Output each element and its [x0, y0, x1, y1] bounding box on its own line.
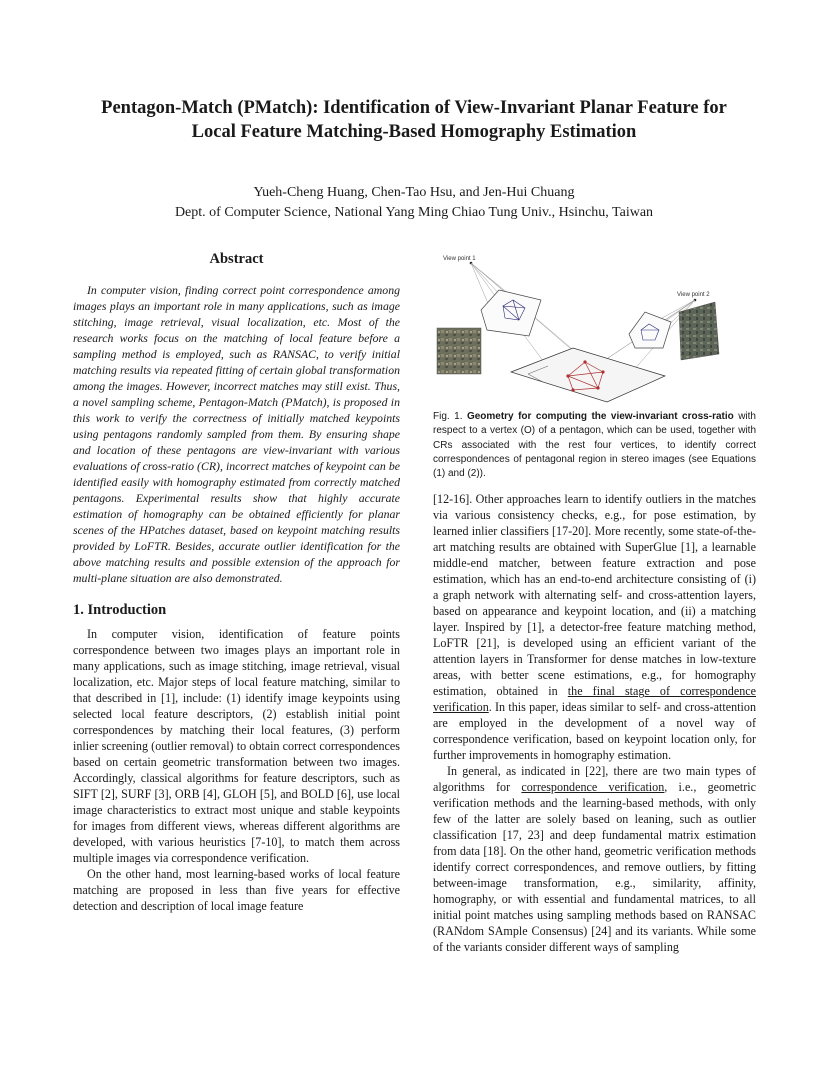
author-names: Yueh-Cheng Huang, Chen-Tao Hsu, and Jen-Hui Chuang — [253, 185, 575, 200]
intro-paragraph-1: In computer vision, identification of feature points correspondence between two images plays an important role in many applications, such as image stitching, image retrieval, visual localization, etc. Major steps of local feature matching, similar to that described in [1], include: (1) identify image keypoints using selected local feature descriptors, (2) establish initial point correspondences by matching their local features, (3) perform inlier screening (outlier removal) to obtain correct correspondences based on certain geometric transformation between two images. Accordingly, classical algorithms for feature descriptors, such as SIFT [2], SURF [3], ORB [4], GLOH [5], and BOLD [6], use local image characteristics to extract most unique and stable keypoints for images from different views, whereas different algorithms are developed, with various heuristics [7-10], to match them across multiple images via correspondence verification. — [73, 626, 400, 865]
viewpoint-2-label: View point 2 — [677, 292, 710, 298]
abstract-text: In computer vision, finding correct point correspondence among images plays an important role in many applications, such as image stitching, image retrieval, visual localization, etc. Most of the research works focus on the matching of local feature before a sampling method is employed, such as RANSAC, to verify initial matching results via repeated fitting of certain global transformation among the images. However, incorrect matches may still exist. Thus, a novel sampling scheme, Pentagon-Match (PMatch), is proposed in this work to verify the correctness of initially matched keypoints using pentagons randomly sampled from them. By ensuring shape and location of these pentagons are view-invariant with various evaluations of cross-ratio (CR), incorrect matches of keypoint can be identified easily with homography estimated from correctly matched pentagons. Experimental results show that highly accurate estimation of homography can be obtained efficiently for planar scenes of the HPatches dataset, based on keypoint matching results provided by LoFTR. Besides, accurate outlier identification for the above matching results and possible extension of the approach for multi-plane situation are also demonstrated. — [73, 282, 400, 585]
figure-1-caption — [433, 410, 756, 481]
intro-paragraph-2: On the other hand, most learning-based works of local feature matching are proposed in less than five years for effective detection and description of local image feature — [73, 866, 400, 913]
author-block — [60, 183, 768, 223]
abstract-heading: Abstract — [209, 251, 264, 267]
right-paragraph-2 — [433, 763, 756, 955]
figure-1 — [433, 250, 756, 405]
caption-prefix: Fig. 1. — [433, 411, 467, 422]
aerial-image-left — [437, 328, 481, 374]
aerial-image-right — [679, 302, 719, 360]
author-affiliation: Dept. of Computer Science, National Yang Ming Chiao Tung Univ., Hsinchu, Taiwan — [174, 205, 654, 220]
title-line-1: Pentagon-Match (PMatch): Identification of View-Invariant Planar Feature for — [101, 98, 727, 118]
right-p1-underlined: the final stage of correspondence verification — [433, 684, 756, 715]
title-line-2: Local Feature Matching-Based Homography Estimation — [191, 122, 637, 142]
geometry-figure — [433, 250, 756, 405]
scene-plane — [511, 348, 665, 402]
right-column — [433, 250, 756, 955]
viewpoint-1-label: View point 1 — [443, 256, 476, 262]
caption-bold-text: Geometry for computing the view-invariant cross-ratio — [466, 411, 734, 422]
introduction-heading: 1. Introduction — [73, 601, 167, 618]
right-body — [433, 491, 756, 955]
right-p2-part-a: In general, as indicated in [22], there are two main types of algorithms for — [433, 764, 756, 795]
right-p1-part-a: [12-16]. Other approaches learn to identify outliers in the matches via various consistency checks, e.g., for pose estimation, by learned inlier classifiers [17-20]. More recently, some state-of-the-art matching results are obtained with SuperGlue [1], a learnable middle-end matcher, between feature extraction and pose estimation, which has an end-to-end architecture consisting of (i) a graph network with alternating self- and cross-attention layers, based on appearance and keypoint location, and (ii) a matching layer. Inspired by [1], a detector-free feature matching method, LoFTR [21], is developed using an efficient variant of the attention layers in Transformer for dense matches in low-texture areas, with better scene estimations, e.g., for homography estimation, obtained in — [433, 492, 756, 699]
right-paragraph-1 — [433, 491, 756, 763]
paper-title — [60, 96, 768, 144]
right-p1-part-b: . In this paper, ideas similar to self- and cross-attention are employed in the development of a novel way of correspondence verification, based on keypoint location only, for further improvements in homography estimation. — [433, 700, 756, 763]
caption-rest-text: with respect to a vertex (O) of a pentagon, which can be used, together with CRs associated with the rest four vertices, to identify correct correspondences of pentagonal region in stereo images (see Equations (1) and (2)). — [433, 411, 756, 480]
right-p2-part-b: , i.e., geometric verification methods and the learning-based methods, with only few of the latter are solely based on leaning, such as outlier classification [17, 23] and deep fundamental matrix estimation from data [18]. On the other hand, geometric verification methods identify correct correspondences, and remove outliers, by fitting between-image transformation, e.g., similarity, affinity, homography, or with essential and fundamental matrices, to all initial point matches using sampling methods based on RANSAC (RANdom SAmple Consensus) [24] and its variants. While some of the variants consider different ways of sampling — [433, 780, 756, 955]
right-p2-underlined: correspondence verification — [521, 780, 665, 795]
left-column — [73, 248, 400, 914]
